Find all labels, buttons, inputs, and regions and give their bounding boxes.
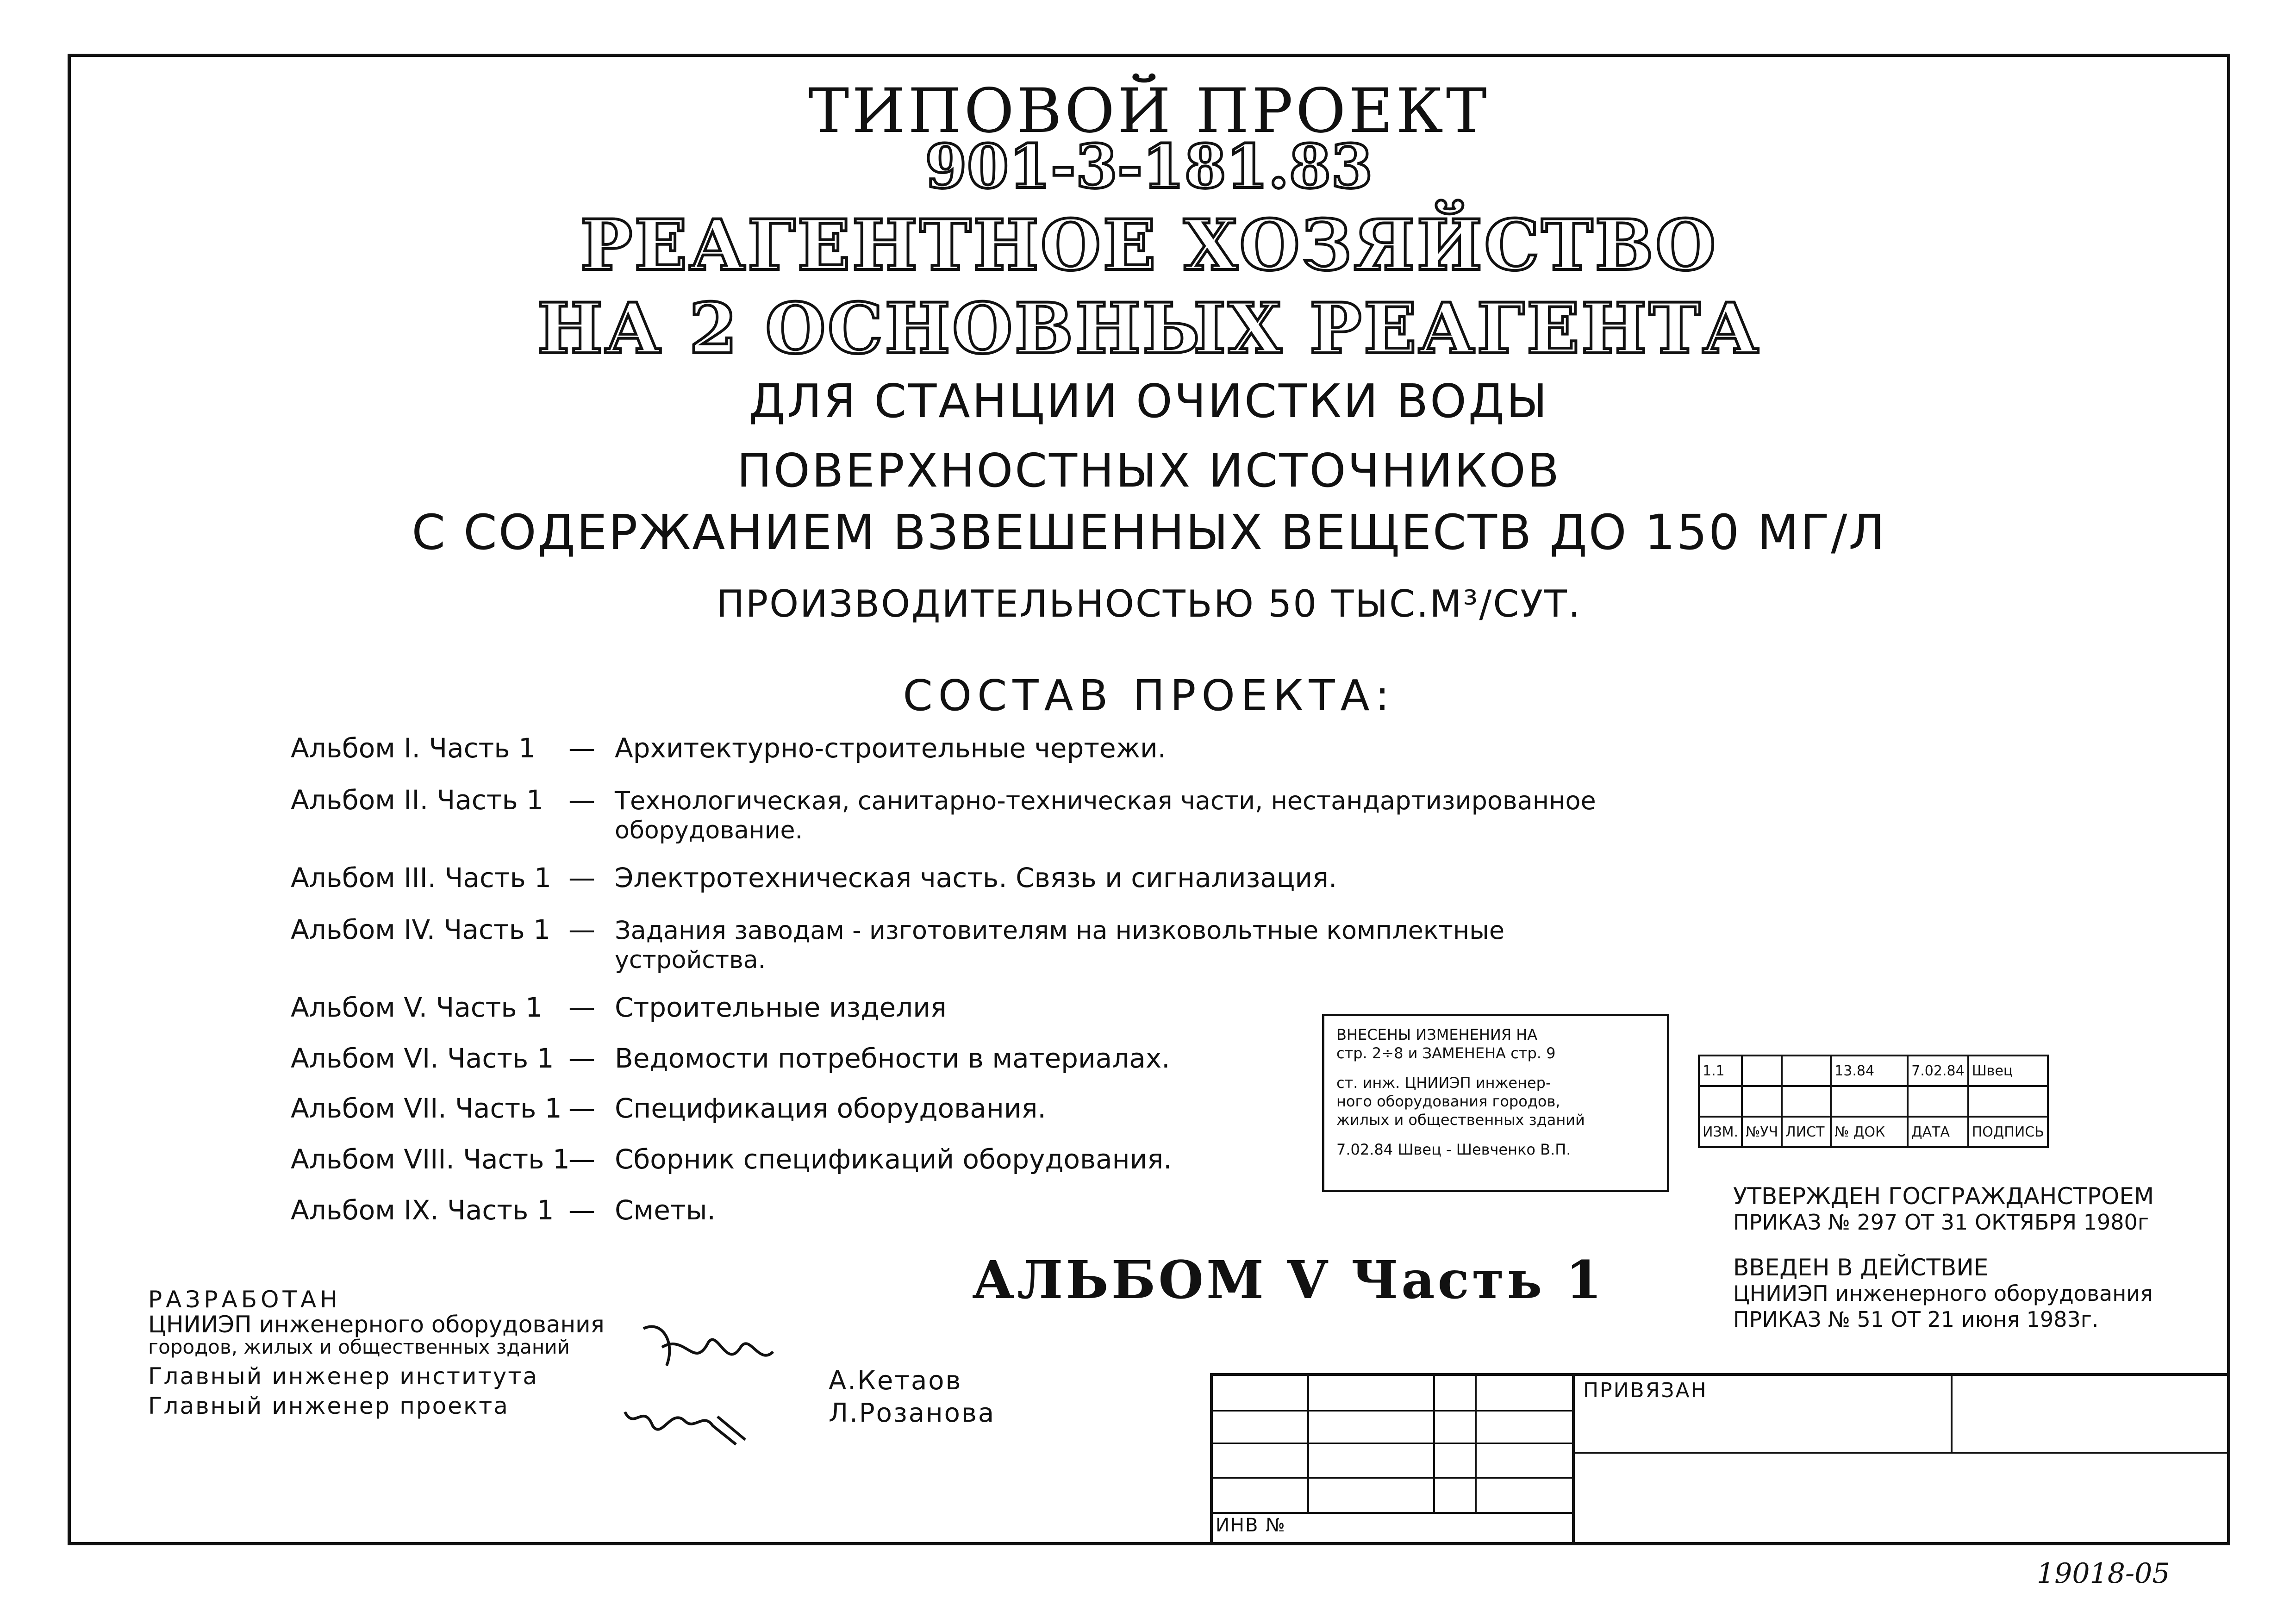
album-item: Альбом VI. Часть 1 — Ведомости потребности в материалах. [291,1043,1170,1074]
privyazan-label: ПРИВЯЗАН [1583,1379,1708,1402]
revision-table [1698,1055,2049,1148]
title-line-8: ПРОИЗВОДИТЕЛЬНОСТЬЮ 50 ТЫС.М³/СУТ. [716,582,1582,625]
table-row [1699,1086,2048,1117]
album-item: Альбом VIII. Часть 1— Сборник спецификаций оборудования. [291,1143,1172,1175]
signature-rozanova [616,1393,755,1449]
album-item: Альбом IV. Часть 1 — Задания заводам - изготовителям на низковольтные комплектные устройства. [291,914,1505,974]
approval-block: УТВЕРЖДЕН ГОСГРАЖДАНСТРОЕМ ПРИКАЗ № 297 ОТ 31 ОКТЯБРЯ 1980г ВВЕДЕН В ДЕЙСТВИЕ ЦНИИЭП инженерного оборудования ПРИКАЗ № 51 ОТ 21 июня 1983г. [1733,1183,2154,1332]
album-item: Альбом I. Часть 1 — Архитектурно-строительные чертежи. [291,732,1167,764]
album-mark: АЛЬБОМ V Часть 1 [972,1250,1605,1311]
title-line-6: ПОВЕРХНОСТНЫХ ИСТОЧНИКОВ [736,443,1561,498]
title-line-7: С СОДЕРЖАНИЕМ ВЗВЕШЕННЫХ ВЕЩЕСТВ ДО 150 МГ/Л [412,504,1886,561]
album-item: Альбом VII. Часть 1 — Спецификация оборудования. [291,1093,1046,1124]
name-rozanova: Л.Розанова [829,1398,996,1428]
developer-block: РАЗРАБОТАН ЦНИИЭП инженерного оборудования городов, жилых и общественных зданий Главный инженер института Главный инженер проекта [148,1286,605,1419]
composition-heading: СОСТАВ ПРОЕКТА: [903,671,1395,720]
table-row: 1.1 13.84 7.02.84 Швец [1699,1056,2048,1086]
title-line-3: РЕАГЕНТНОЕ ХОЗЯЙСТВО [580,205,1718,286]
album-item: Альбом IX. Часть 1 — Сметы. [291,1194,716,1226]
change-stamp: ВНЕСЕНЫ ИЗМЕНЕНИЯ НА стр. 2÷8 и ЗАМЕНЕНА стр. 9 ст. инж. ЦНИИЭП инженер- ного оборудования городов, жилых и общественных зданий 7.02.84 Швец - Шевченко В.П. [1322,1014,1669,1192]
archive-number: 19018-05 [2037,1557,2170,1590]
album-item: Альбом V. Часть 1 — Строительные изделия [291,992,947,1023]
album-item: Альбом II. Часть 1 — Технологическая, санитарно-техническая части, нестандартизированное оборудование. [291,784,1596,844]
title-line-5: ДЛЯ СТАНЦИИ ОЧИСТКИ ВОДЫ [749,374,1549,428]
title-line-1: ТИПОВОЙ ПРОЕКТ [808,75,1490,147]
album-item: Альбом III. Часть 1 — Электротехническая часть. Связь и сигнализация. [291,862,1337,893]
project-number: 901-3-181.83 [925,131,1373,202]
name-ketaov: А.Кетаов [829,1366,962,1396]
inv-number-label: ИНВ № [1216,1515,1286,1536]
title-line-4: НА 2 ОСНОВНЫХ РЕАГЕНТА [537,288,1761,369]
title-block-grid [1210,1373,2230,1545]
signature-ketaov [634,1315,782,1384]
table-header-row: ИЗМ. №УЧ ЛИСТ № ДОК ДАТА ПОДПИСЬ [1699,1117,2048,1147]
